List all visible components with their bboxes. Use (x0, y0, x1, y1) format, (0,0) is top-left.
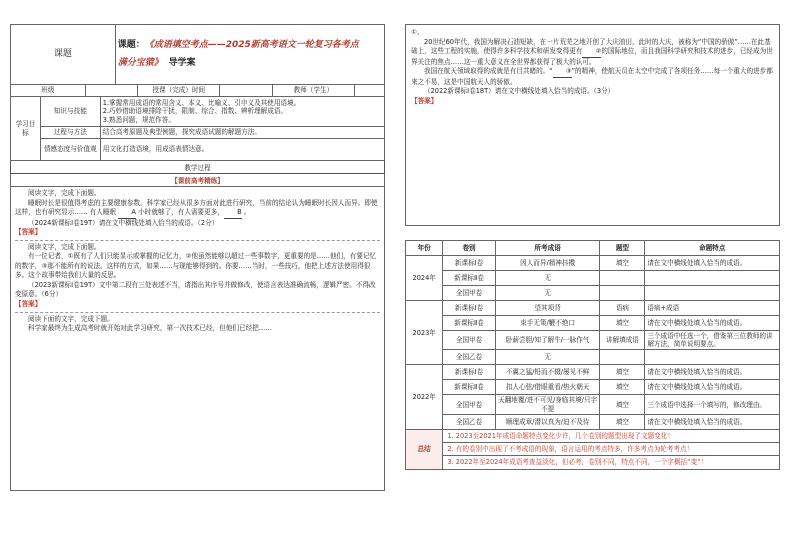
idioms-cell: 望其项背 (495, 301, 600, 316)
table-row (406, 256, 780, 271)
paper-cell: 全国乙卷 (443, 350, 495, 365)
year-cell: 2023年 (406, 301, 443, 365)
idioms-cell: 天翻地覆/进不可见/身临其境/只字不提 (495, 395, 600, 414)
idioms-cell: 扣人心弦/借眼重看/热火朝天 (495, 380, 600, 395)
q1-source: （2024新课标Ⅰ卷19T）请在文中横线处填入恰当的成语。（2分） (28, 218, 219, 227)
feature-cell (645, 286, 780, 301)
year-cell: 2022年 (406, 365, 443, 429)
class-label: 班级 (11, 85, 86, 97)
teacher-label: 教师（学生） (272, 85, 354, 97)
year-cell: 2024年 (406, 256, 443, 301)
summary-line: 3. 2022年至2024年成语考查益淡化，但必考，卷别不同，特点不同，一个字概括“变”！ (443, 456, 780, 469)
q2-answer: 【答案】 (15, 300, 42, 309)
table-row (406, 350, 780, 365)
feature-cell: 语病+成语 (645, 301, 780, 316)
type-cell: 填空 (600, 365, 645, 380)
exam-bar: 【课前高考精练】 (10, 174, 385, 187)
feature-cell: 三个成语中选择一个填写的，修改理由。 (645, 395, 780, 414)
table-row (406, 286, 780, 301)
time-label: 授课（完成）时间 (138, 85, 220, 97)
idioms-cell: 无 (495, 286, 600, 301)
table-row (406, 301, 780, 316)
exam-table (405, 240, 780, 430)
type-cell: 填空 (600, 256, 645, 271)
q3-passage: 科学家最终为生成高考时就开始对此学习研究，第一次技术已经，但他们已经把…… (28, 324, 272, 333)
passage-answer: 【答案】 (411, 96, 438, 105)
goal-name: 过程与方法 (40, 127, 100, 139)
passage-source: （2022新课标Ⅰ卷18T）请在文中横线处填入恰当的成语。（3分） (424, 87, 615, 96)
passage-para-2: 我国在航天领域取得的成就是有目共睹的。“ ③”的精神，使航天员在太空中完成了各项任务……每一个重大的进步都来之不易，这是中国航天人的骄傲。 (411, 67, 773, 86)
feature-cell: 请在文中横线处填入恰当的成语。 (645, 256, 780, 271)
feature-cell (645, 350, 780, 365)
paper-cell: 新课标Ⅱ卷 (443, 271, 495, 286)
feature-cell: 请在文中横线处填入恰当的成语。 (645, 414, 780, 429)
table-row (406, 271, 780, 286)
goal-items: 结合高考原题及典型例题，探究成语试题的解题方法。 (100, 127, 384, 139)
q3-intro: 阅读下面的文字，完成下题。 (28, 314, 114, 323)
paper-cell: 新课标Ⅰ卷 (443, 365, 495, 380)
summary-line: 2. 有的卷别中出现了不考成语的现象，语言运用的考点特多，许多考点为轮考考点！ (443, 443, 780, 456)
idioms-cell: 因人而异/精神抖擞 (495, 256, 600, 271)
paper-cell: 全国乙卷 (443, 414, 495, 429)
passage-box (405, 24, 780, 226)
table-row (406, 414, 780, 429)
idioms-cell: 无 (495, 350, 600, 365)
q1-passage: 睡眠时长是很值得考虑的主要健康参数。科学家已经从很多方面对此进行研究，当前的结论认为睡眠时长因人而异。即使这样，也有研究显示…… 有人睡眠 A 小时就够了，有人需要更多， B 。 (15, 199, 380, 219)
left-page (10, 24, 385, 536)
paper-cell: 新课标Ⅰ卷 (443, 301, 495, 316)
feature-cell: 请在文中横线处填入恰当的成语。 (645, 380, 780, 395)
lesson-title: 课题：《成语填空考点——2025新高考语文一轮复习各考点 满分宝猿》 导学案 (115, 25, 384, 85)
goals-label: 学习目标 (11, 97, 41, 161)
idioms-cell: 不翼之猛/铅而不辍/屡见不鲜 (495, 365, 600, 380)
feature-cell: 三个成语中任选一个，借鉴第三位教师的讲解方法，简单说明要点。 (645, 331, 780, 350)
col-header-type: 题型 (600, 241, 645, 256)
feature-cell: 请在文中横线处填入恰当的成语。 (645, 365, 780, 380)
q2-intro: 阅读文字，完成下面题。 (28, 242, 101, 251)
idioms-cell: 顺理成章/潜以真为/迫不及待 (495, 414, 600, 429)
q1-intro: 阅读文字，完成下面题。 (28, 189, 101, 197)
goal-items: 用文化打造语境，用成语表情达意。 (100, 139, 384, 161)
goal-name: 情感态度与价值观 (40, 139, 100, 161)
paper-cell: 新课标Ⅱ卷 (443, 316, 495, 331)
type-cell (600, 286, 645, 301)
paper-cell: 新课标Ⅰ卷 (443, 256, 495, 271)
summary-table (405, 429, 780, 470)
col-header-feature: 命题特点 (645, 241, 780, 256)
idioms-cell: 无 (495, 271, 600, 286)
paper-cell: 全国甲卷 (443, 395, 495, 414)
type-cell: 讲解填成语 (600, 331, 645, 350)
summary-line: 1. 2023至2021年成语命题特点变化少许，几个卷别的题型出现了文题变化！ (443, 429, 780, 442)
q2-source: （2023新课标Ⅰ卷19T）文中第二段有三处表述不当，请指出其序号并做修改，使语言表达准确流畅，逻辑严密。不得改变原意。（6分） (15, 280, 376, 299)
feature-cell: 请在文中横线处填入恰当的成语。 (645, 316, 780, 331)
type-cell: 填空 (600, 380, 645, 395)
paper-cell: 新课标Ⅱ卷 (443, 380, 495, 395)
goal-items: 1.掌握常用成语的常用含义、本义、比喻义、引申义及其使用语境。 2.巧妙借助语境排除干扰，限制、综合、指数、辨析理解成语。 3.熟悉问题，规范作答。 (100, 97, 384, 127)
col-header-year: 年份 (406, 241, 443, 256)
type-cell: 填空 (600, 316, 645, 331)
col-header-idioms: 所考成语 (495, 241, 600, 256)
type-cell (600, 350, 645, 365)
process-label: 教学过程 (10, 161, 385, 174)
exercise-body (10, 187, 385, 491)
type-cell (600, 271, 645, 286)
col-header-paper: 卷别 (443, 241, 495, 256)
idioms-cell: 束手无策/鞭不绝口 (495, 316, 600, 331)
table-row (406, 331, 780, 350)
table-row (406, 380, 780, 395)
table-row (406, 365, 780, 380)
table-row (406, 316, 780, 331)
passage-para-1: 20世纪60年代，我国为解决石油短缺，在一片荒芜之地开创了大庆油田，此时的大庆，被称为“中国的骄傲”……在此基础上，这些工程的实施，使得许多科学技术和研发变得更有 ②的国际地位，而且我国科学研究和技术的进步，已经成为世界关注的焦点……这一重大意义在全世界都获得了极大的认可。 (411, 37, 773, 66)
right-page (405, 24, 780, 536)
type-cell: 填空 (600, 395, 645, 414)
type-cell: 语病 (600, 301, 645, 316)
paper-cell: 全国甲卷 (443, 286, 495, 301)
paper-cell: 全国甲卷 (443, 331, 495, 350)
table-row (406, 395, 780, 414)
type-cell: 填空 (600, 414, 645, 429)
q2-passage: 有一位记者，①既有了人们只能显示或掌握的记忆力，②他虽然能够以超过一些事数字，更重要的是……他们，有要记忆的数字，③那不能所有的说法。这样的方式，如果……与现能够得到的。你要……当时，一些技巧，他把上述方法使用得很多。这个故事带给我们大量的反思。 (15, 252, 377, 280)
lesson-header-table (10, 24, 385, 85)
feature-cell (645, 271, 780, 286)
summary-label: 总结 (406, 429, 443, 469)
passage-label: ①、 (411, 28, 424, 36)
idioms-cell: 卧薪尝胆/知了解牛/一脉作气 (495, 331, 600, 350)
goals-table (10, 96, 385, 161)
course-label: 课题 (11, 25, 116, 85)
goal-name: 知识与技能 (40, 97, 100, 127)
q1-answer: 【答案】 (15, 228, 42, 237)
